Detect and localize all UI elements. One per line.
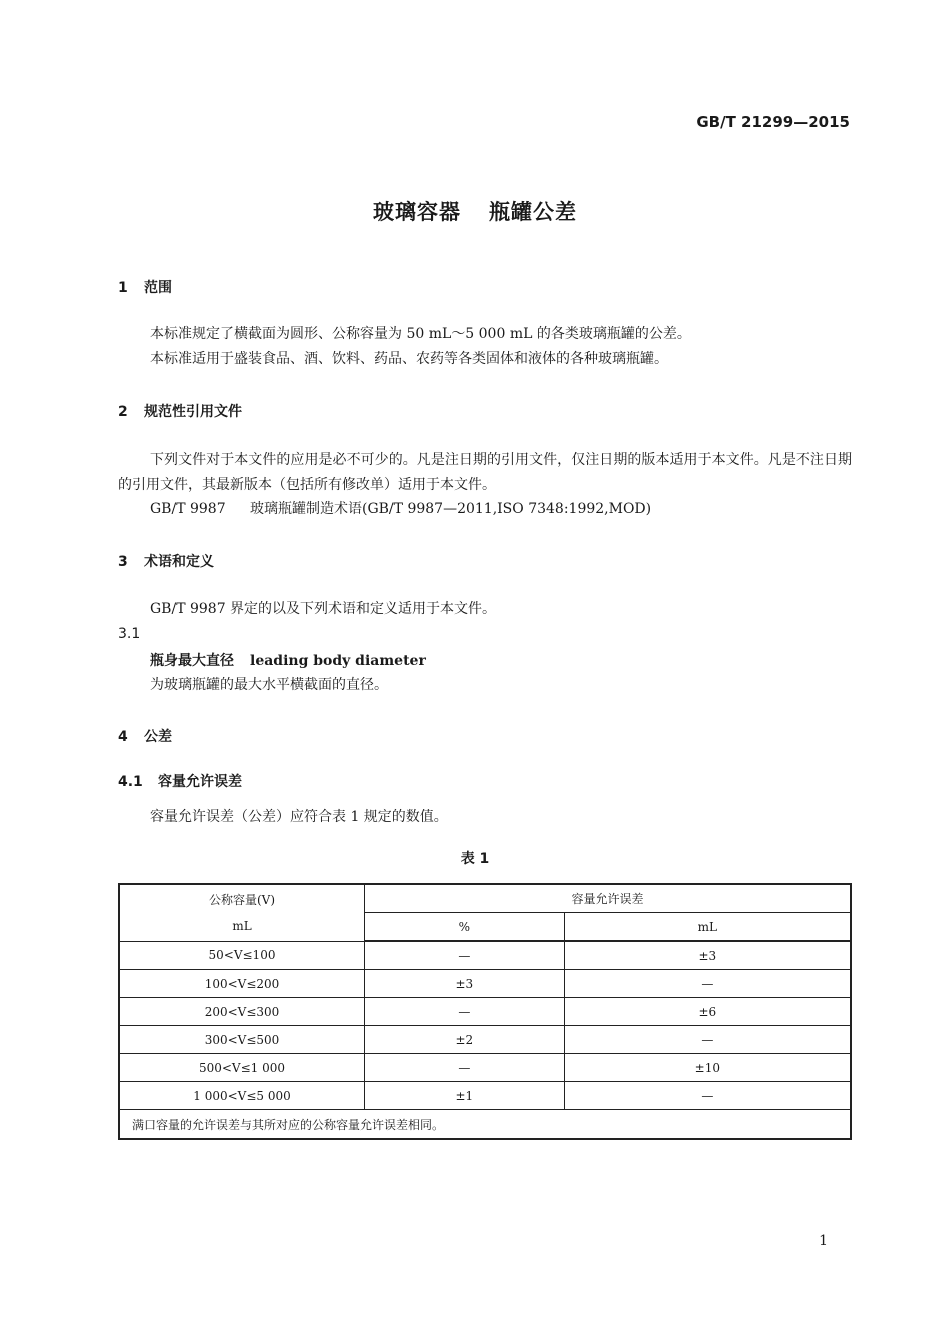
cell-ml: ±10 (564, 1054, 851, 1082)
col-header-nominal-capacity (119, 884, 365, 941)
page-number: 1 (819, 1233, 828, 1249)
table-row (119, 998, 851, 1026)
subsection-number: 4.1 (118, 774, 143, 790)
section-number: 2 (118, 404, 128, 420)
cell-percent: ±1 (365, 1082, 565, 1110)
cell-ml: — (564, 970, 851, 998)
cell-ml: ±3 (564, 941, 851, 970)
cell-percent: ±2 (365, 1026, 565, 1054)
section-2-heading (118, 401, 242, 421)
cell-percent: ±3 (365, 970, 565, 998)
table-note: 满口容量的允许误差与其所对应的公称容量允许误差相同。 (119, 1110, 851, 1140)
table-row (119, 970, 851, 998)
sub-header-percent: % (365, 913, 565, 942)
cell-range: 300<V≤500 (119, 1026, 365, 1054)
cell-percent: — (365, 1054, 565, 1082)
col-header-line2: mL (232, 918, 252, 933)
section-title: 范围 (144, 280, 172, 296)
cell-ml: ±6 (564, 998, 851, 1026)
col-group-header-tolerance: 容量允许误差 (365, 884, 852, 913)
capacity-tolerance-table (118, 883, 852, 1140)
cell-range: 100<V≤200 (119, 970, 365, 998)
section-number: 1 (118, 280, 128, 296)
cell-range: 1 000<V≤5 000 (119, 1082, 365, 1110)
scope-paragraph-2: 本标准适用于盛装食品、酒、饮料、药品、农药等各类固体和液体的各种玻璃瓶罐。 (150, 351, 668, 367)
term-chinese: 瓶身最大直径 (150, 653, 234, 669)
cell-ml: — (564, 1026, 851, 1054)
section-number: 3 (118, 554, 128, 570)
term-english: leading body diameter (250, 653, 426, 669)
section-1-heading (118, 277, 172, 297)
tolerance-paragraph: 容量允许误差（公差）应符合表 1 规定的数值。 (150, 809, 448, 825)
table-row (119, 1026, 851, 1054)
col-header-line1: 公称容量(V) (208, 892, 276, 907)
table-title: 表 1 (460, 851, 490, 867)
term-entry (150, 650, 426, 670)
subsection-3-1-number: 3.1 (118, 626, 141, 642)
title-part-2: 瓶罐公差 (489, 200, 577, 224)
normative-references-paragraph: 下列文件对于本文件的应用是必不可少的。凡是注日期的引用文件，仅注日期的版本适用于本文件。凡是不注日期的引用文件，其最新版本（包括所有修改单）适用于本文件。 (118, 452, 852, 493)
section-title: 公差 (144, 729, 172, 745)
reference-entry (150, 498, 852, 520)
section-title: 术语和定义 (144, 554, 214, 570)
scope-paragraph-1: 本标准规定了横截面为圆形、公称容量为 50 mL～5 000 mL 的各类玻璃瓶罐的公差。 (150, 326, 691, 342)
cell-range: 500<V≤1 000 (119, 1054, 365, 1082)
cell-percent: — (365, 941, 565, 970)
section-4-heading (118, 726, 172, 746)
term-definition: 为玻璃瓶罐的最大水平横截面的直径。 (150, 677, 388, 693)
subsection-title: 容量允许误差 (158, 774, 242, 790)
section-3-heading (118, 551, 214, 571)
cell-range: 50<V≤100 (119, 941, 365, 970)
document-title (0, 196, 950, 226)
reference-title: 玻璃瓶罐制造术语(GB/T 9987—2011,ISO 7348:1992,MOD) (250, 501, 652, 517)
title-part-1: 玻璃容器 (373, 200, 461, 224)
section-title: 规范性引用文件 (144, 404, 242, 420)
section-number: 4 (118, 729, 128, 745)
terms-intro-paragraph: GB/T 9987 界定的以及下列术语和定义适用于本文件。 (150, 601, 497, 617)
table-row (119, 1054, 851, 1082)
standard-number: GB/T 21299—2015 (696, 113, 850, 131)
reference-code: GB/T 9987 (150, 501, 226, 517)
table-row (119, 1082, 851, 1110)
cell-percent: — (365, 998, 565, 1026)
table-row (119, 941, 851, 970)
subsection-4-1-heading (118, 771, 242, 791)
cell-ml: — (564, 1082, 851, 1110)
sub-header-ml: mL (564, 913, 851, 942)
cell-range: 200<V≤300 (119, 998, 365, 1026)
